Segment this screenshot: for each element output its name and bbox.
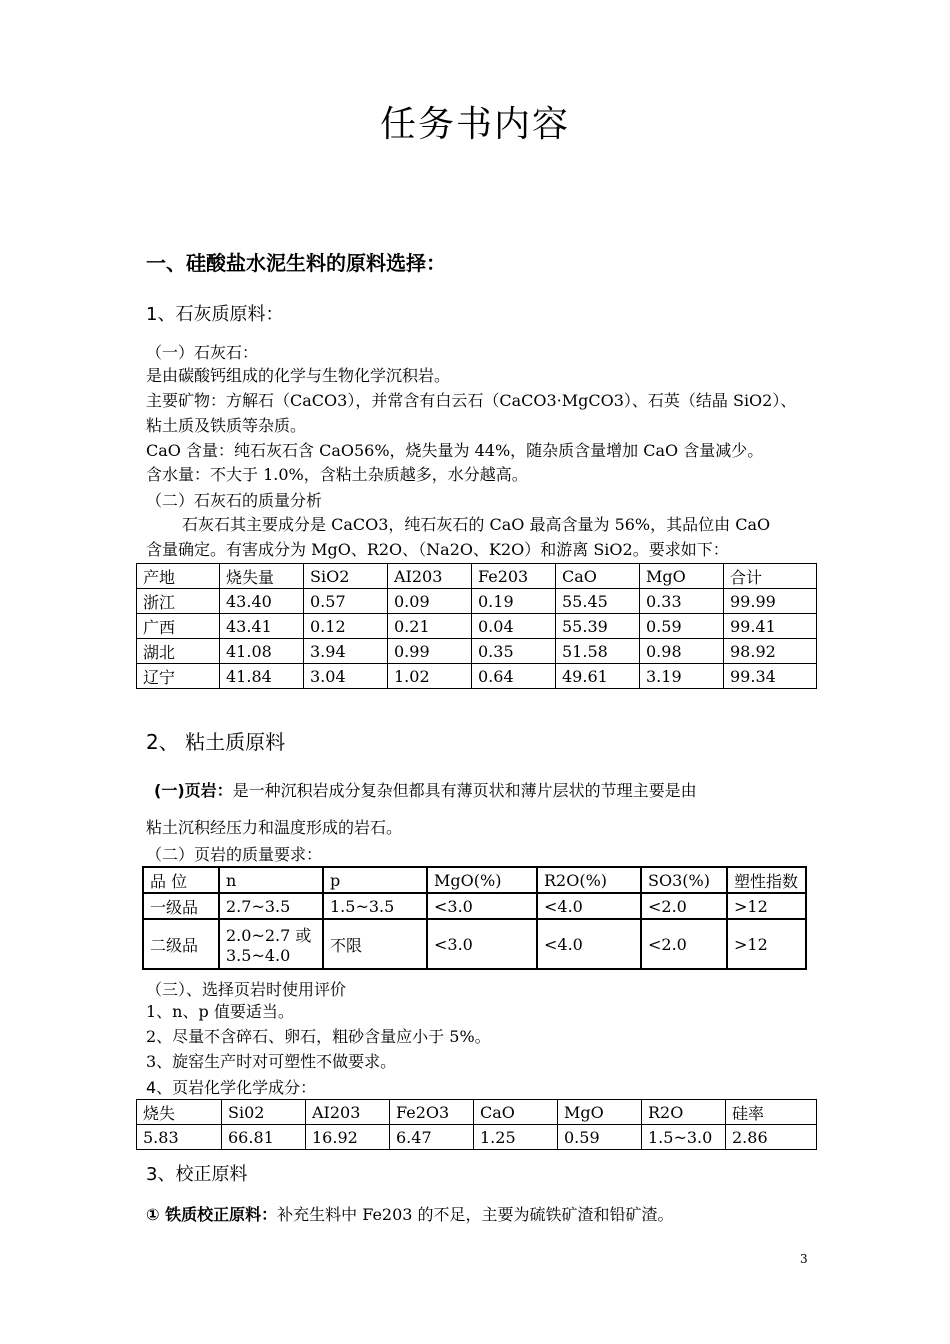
table-header-row <box>137 1100 817 1125</box>
table-cell: 0.99 <box>388 639 472 664</box>
table-cell: 0.21 <box>388 614 472 639</box>
table-cell: 2.7~3.5 <box>219 893 323 919</box>
table-cell: 55.45 <box>556 589 640 614</box>
list-item: 2、尽量不含碎石、卵石，粗砂含量应小于 5%。 <box>146 1027 491 1046</box>
table-cell: 0.57 <box>304 589 388 614</box>
table-cell: <2.0 <box>641 893 727 919</box>
table-cell: 5.83 <box>137 1125 222 1150</box>
table-cell: 6.47 <box>390 1125 474 1150</box>
table-cell: 1.5~3.5 <box>323 893 427 919</box>
cell-line: 3.5~4.0 <box>226 946 291 965</box>
table-cell: 98.92 <box>724 639 817 664</box>
table-header-cell: 硅率 <box>726 1100 817 1125</box>
term-text: 补充生料中 Fe203 的不足，主要为硫铁矿渣和铅矿渣。 <box>277 1205 674 1224</box>
table-cell: 0.59 <box>640 614 724 639</box>
table-row <box>137 664 817 689</box>
paragraph-line <box>146 1203 674 1227</box>
table-header-cell: CaO <box>474 1100 558 1125</box>
table-header-cell: AI203 <box>388 564 472 589</box>
table-header-cell: 塑性指数 <box>727 867 806 893</box>
paragraph-line: 主要矿物：方解石（CaCO3），并常含有白云石（CaCO3·MgCO3）、石英（结晶 SiO2）、 <box>146 391 797 410</box>
table-cell: 0.35 <box>472 639 556 664</box>
table-row <box>137 1125 817 1150</box>
table-cell: 0.12 <box>304 614 388 639</box>
list-item: 1、n、p 值要适当。 <box>146 1002 294 1021</box>
table-header-cell: MgO(%) <box>427 867 537 893</box>
table-cell: 3.04 <box>304 664 388 689</box>
table-cell: 99.41 <box>724 614 817 639</box>
cell-line: 2.0~2.7 或 <box>226 926 312 945</box>
table-header-cell: n <box>219 867 323 893</box>
shale-quality-table <box>142 866 807 970</box>
paragraph-line <box>154 779 697 803</box>
table-cell: <3.0 <box>427 919 537 969</box>
table-cell: 66.81 <box>222 1125 306 1150</box>
table-cell: >12 <box>727 919 806 969</box>
table-cell: 3.94 <box>304 639 388 664</box>
paragraph-line: 石灰石其主要成分是 CaCO3，纯石灰石的 CaO 最高含量为 56%，其品位由 CaO <box>182 515 771 534</box>
table-header-cell: Fe203 <box>472 564 556 589</box>
table-cell: 一级品 <box>143 893 219 919</box>
table-cell: <2.0 <box>641 919 727 969</box>
paragraph-line: 粘土沉积经压力和温度形成的岩石。 <box>146 818 403 837</box>
table-cell: 湖北 <box>137 639 220 664</box>
table-header-cell: MgO <box>640 564 724 589</box>
table-cell: 41.08 <box>220 639 304 664</box>
table-cell: 0.04 <box>472 614 556 639</box>
table-header-cell: AI203 <box>306 1100 390 1125</box>
paragraph-line: CaO 含量：纯石灰石含 CaO56%，烧失量为 44%，随杂质含量增加 CaO 含量减少。 <box>146 441 764 460</box>
term-text: 是一种沉积岩成分复杂但都具有薄页状和薄片层状的节理主要是由 <box>232 781 697 800</box>
table-header-cell: p <box>323 867 427 893</box>
table-cell: 不限 <box>323 919 427 969</box>
table-header-row <box>143 867 806 893</box>
table-cell: <3.0 <box>427 893 537 919</box>
table-header-cell: 烧失 <box>137 1100 222 1125</box>
table-cell: 49.61 <box>556 664 640 689</box>
paragraph-line: 是由碳酸钙组成的化学与生物化学沉积岩。 <box>146 366 451 385</box>
table-cell: 1.02 <box>388 664 472 689</box>
subsection-heading: （二）石灰石的质量分析 <box>146 491 323 510</box>
table-cell: 0.98 <box>640 639 724 664</box>
table-cell: 0.33 <box>640 589 724 614</box>
paragraph-line: 含水量：不大于 1.0%，含粘土杂质越多，水分越高。 <box>146 465 528 484</box>
subsection-heading: （一）石灰石： <box>146 343 259 362</box>
shale-composition-table <box>136 1099 817 1150</box>
section-heading: 3、校正原料 <box>146 1164 248 1185</box>
subsection-heading: （三）、选择页岩时使用评价 <box>146 980 347 999</box>
table-row <box>143 893 806 919</box>
table-cell: >12 <box>727 893 806 919</box>
table-row <box>137 614 817 639</box>
table-cell: 0.64 <box>472 664 556 689</box>
section-heading: 一、硅酸盐水泥生料的原料选择： <box>146 251 446 275</box>
table-cell: 51.58 <box>556 639 640 664</box>
table-header-cell: 产地 <box>137 564 220 589</box>
page-title: 任务书内容 <box>379 104 570 145</box>
table-cell: 43.40 <box>220 589 304 614</box>
table-header-cell: CaO <box>556 564 640 589</box>
table-cell: 1.25 <box>474 1125 558 1150</box>
table-cell: <4.0 <box>537 919 641 969</box>
table-header-cell: R2O <box>642 1100 726 1125</box>
table-cell: 55.39 <box>556 614 640 639</box>
table-cell <box>219 919 323 969</box>
limestone-analysis-table <box>136 563 817 689</box>
table-cell: 0.19 <box>472 589 556 614</box>
table-row <box>137 639 817 664</box>
table-cell: 0.59 <box>558 1125 642 1150</box>
subsection-heading: 1、石灰质原料： <box>146 304 284 325</box>
table-header-row <box>137 564 817 589</box>
table-header-cell: R2O(%) <box>537 867 641 893</box>
subsection-heading: 4、页岩化学化学成分： <box>146 1078 317 1097</box>
table-cell: 浙江 <box>137 589 220 614</box>
table-cell: 2.86 <box>726 1125 817 1150</box>
table-cell: 43.41 <box>220 614 304 639</box>
table-cell: 41.84 <box>220 664 304 689</box>
table-header-cell: MgO <box>558 1100 642 1125</box>
term-label: (一)页岩： <box>154 781 233 800</box>
section-heading: 2、 粘土质原料 <box>146 730 286 754</box>
table-header-cell: Si02 <box>222 1100 306 1125</box>
table-header-cell: 品 位 <box>143 867 219 893</box>
table-cell: 0.09 <box>388 589 472 614</box>
subsection-heading: （二）页岩的质量要求： <box>146 845 323 864</box>
table-row <box>143 919 806 969</box>
table-header-cell: 合计 <box>724 564 817 589</box>
table-header-cell: Fe2O3 <box>390 1100 474 1125</box>
table-cell: 1.5~3.0 <box>642 1125 726 1150</box>
term-label: ① 铁质校正原料： <box>146 1205 278 1224</box>
table-cell: 辽宁 <box>137 664 220 689</box>
table-cell: 99.34 <box>724 664 817 689</box>
list-item: 3、旋窑生产时对可塑性不做要求。 <box>146 1052 397 1071</box>
table-header-cell: 烧失量 <box>220 564 304 589</box>
paragraph-line: 粘土质及铁质等杂质。 <box>146 416 307 435</box>
paragraph-line: 含量确定。有害成分为 MgO、R2O、（Na2O、K2O）和游离 SiO2。要求如下： <box>146 540 729 559</box>
page-number: 3 <box>800 1252 808 1266</box>
table-header-cell: SO3(%) <box>641 867 727 893</box>
table-header-cell: SiO2 <box>304 564 388 589</box>
table-cell: 99.99 <box>724 589 817 614</box>
table-cell: 二级品 <box>143 919 219 969</box>
table-cell: <4.0 <box>537 893 641 919</box>
table-row <box>137 589 817 614</box>
table-cell: 3.19 <box>640 664 724 689</box>
table-cell: 广西 <box>137 614 220 639</box>
table-cell: 16.92 <box>306 1125 390 1150</box>
